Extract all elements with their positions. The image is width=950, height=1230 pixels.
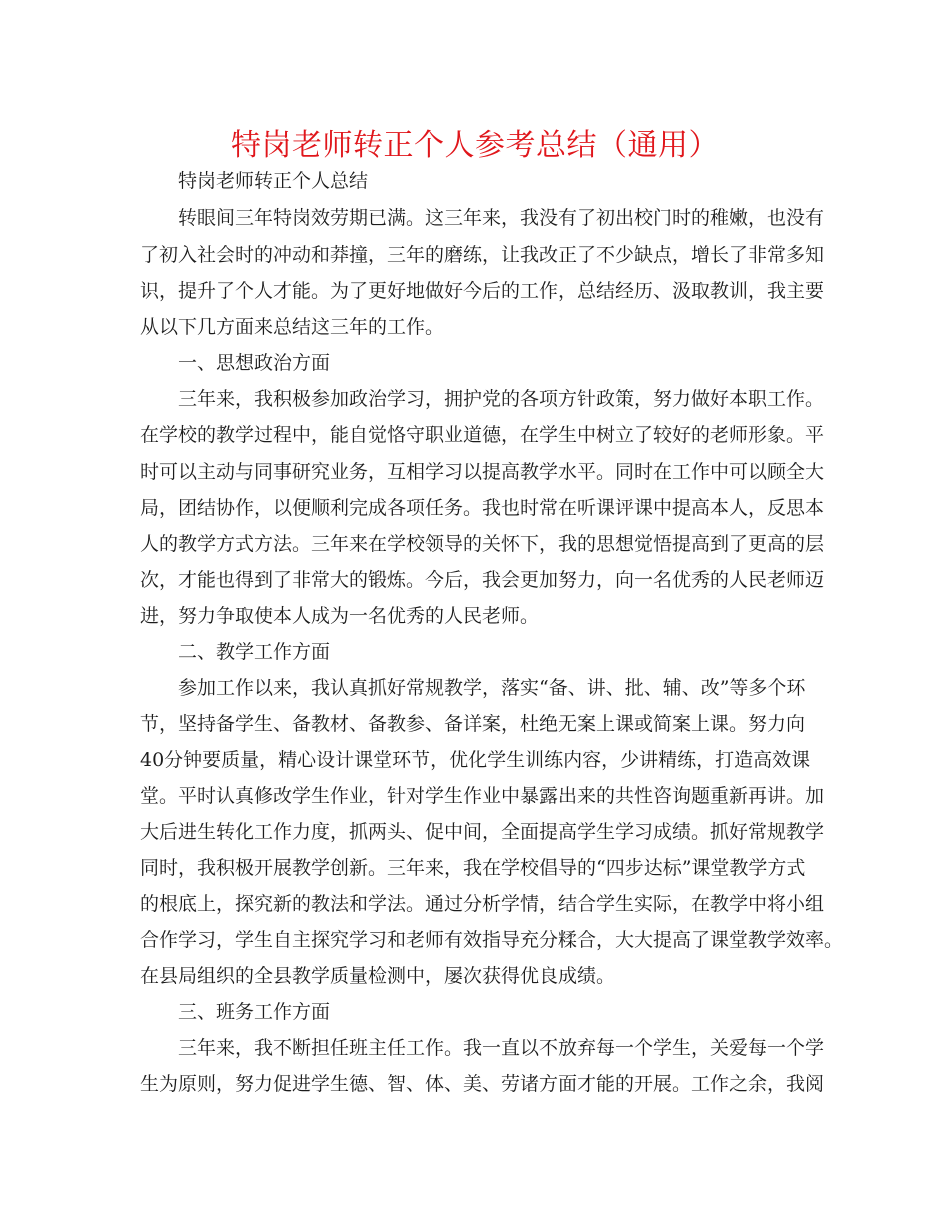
paragraph-line: 参加工作以来，我认真抓好常规教学，落实“备、讲、批、辅、改”等多个环	[178, 677, 806, 699]
paragraph-line: 进，努力争取使本人成为一名优秀的人民老师。	[140, 605, 540, 627]
paragraph-line: 合作学习，学生自主探究学习和老师有效指导充分糅合，大大提高了课堂教学效率。	[140, 929, 844, 951]
paragraph-line: 三年来，我积极参加政治学习，拥护党的各项方针政策，努力做好本职工作。	[178, 388, 825, 410]
paragraph-line: 堂。平时认真修改学生作业，针对学生作业中暴露出来的共性咨询题重新再讲。加	[140, 785, 825, 807]
paragraph-line: 三年来，我不断担任班主任工作。我一直以不放弃每一个学生，关爱每一个学	[178, 1037, 825, 1059]
paragraph-line: 节，坚持备学生、备教材、备教参、备详案，杜绝无案上课或简案上课。努力向	[140, 713, 806, 735]
paragraph-line: 时可以主动与同事研究业务，互相学习以提高教学水平。同时在工作中可以顾全大	[140, 461, 825, 483]
section-heading: 二、教学工作方面	[178, 641, 331, 663]
section-heading: 三、班务工作方面	[178, 1001, 331, 1023]
paragraph-line: 转眼间三年特岗效劳期已满。这三年来，我没有了初出校门时的稚嫩，也没有	[178, 207, 825, 229]
paragraph-line: 了初入社会时的冲动和莽撞，三年的磨练，让我改正了不少缺点，增长了非常多知	[140, 244, 825, 266]
paragraph-line: 生为原则，努力促进学生德、智、体、美、劳诸方面才能的开展。工作之余，我阅	[140, 1073, 825, 1095]
paragraph-line: 在学校的教学过程中，能自觉恪守职业道德，在学生中树立了较好的老师形象。平	[140, 424, 825, 446]
paragraph-line: 大后进生转化工作力度，抓两头、促中间，全面提高学生学习成绩。抓好常规教学	[140, 821, 825, 843]
paragraph-line: 40分钟要质量，精心设计课堂环节，优化学生训练内容，少讲精练，打造高效课	[140, 749, 811, 771]
paragraph-line: 人的教学方式方法。三年来在学校领导的关怀下，我的思想觉悟提高到了更高的层	[140, 533, 825, 555]
paragraph-line: 次，才能也得到了非常大的锻炼。今后，我会更加努力，向一名优秀的人民老师迈	[140, 569, 825, 591]
paragraph-line: 识，提升了个人才能。为了更好地做好今后的工作，总结经历、汲取教训，我主要	[140, 280, 825, 302]
paragraph-line: 在县局组织的全县教学质量检测中，屡次获得优良成绩。	[140, 965, 616, 987]
document-title: 特岗老师转正个人参考总结（通用）	[231, 128, 719, 163]
section-heading: 一、思想政治方面	[178, 352, 331, 374]
paragraph-line: 局，团结协作，以便顺利完成各项任务。我也时常在听课评课中提高本人，反思本	[140, 497, 825, 519]
paragraph-line: 同时，我积极开展教学创新。三年来，我在学校倡导的“四步达标”课堂教学方式	[140, 857, 806, 879]
paragraph-line: 从以下几方面来总结这三年的工作。	[140, 316, 445, 338]
paragraph-line: 的根底上，探究新的教法和学法。通过分析学情，结合学生实际，在教学中将小组	[140, 893, 825, 915]
subtitle-line: 特岗老师转正个人总结	[178, 170, 369, 192]
